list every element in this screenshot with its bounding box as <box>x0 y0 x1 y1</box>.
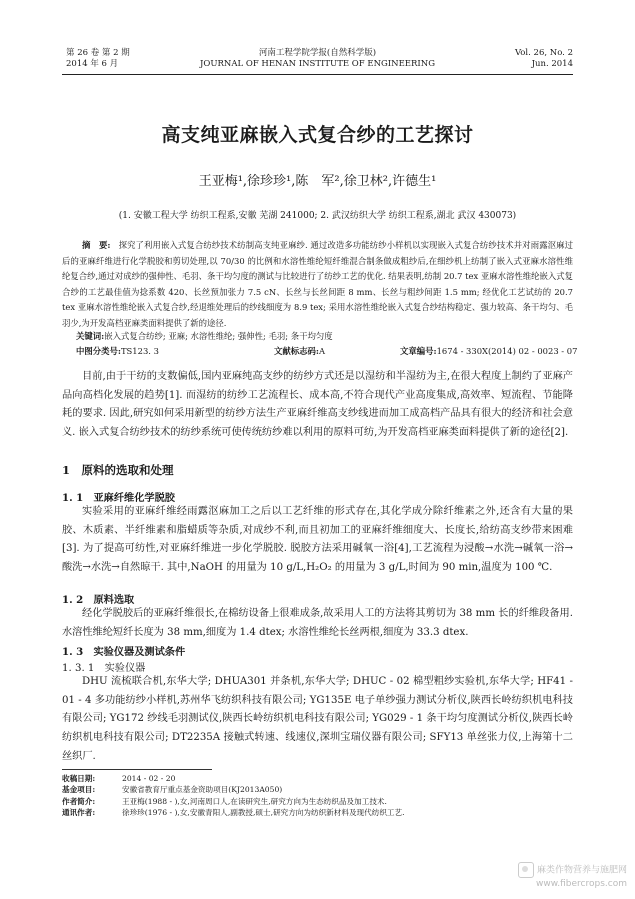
footnote-divider <box>62 769 212 770</box>
footnote-received <box>62 773 573 784</box>
article-label: 文章编号: <box>400 346 437 356</box>
received-value: 2014 - 02 - 20 <box>122 774 176 783</box>
abstract <box>62 238 573 332</box>
section-1-2-heading: 1. 2 原料选取 <box>62 594 135 606</box>
received-label: 收稿日期: <box>62 774 96 783</box>
author-value: 王亚梅(1988 - ),女,河南周口人,在读研究生,研究方向为生态纺织品及加工技术. <box>122 796 387 806</box>
author-label: 作者简介: <box>62 796 96 806</box>
fund-value: 安徽省教育厅重点基金资助项目(KJ2013A050) <box>122 785 283 795</box>
header-issue-en <box>515 48 573 70</box>
doc-value: A <box>318 346 326 356</box>
clc-number <box>62 345 159 357</box>
section-1-3-1-heading: 1. 3. 1 实验仪器 <box>62 663 146 674</box>
clc-value: TS123. 3 <box>120 346 159 356</box>
fund-label: 基金项目: <box>62 785 96 795</box>
abstract-label: 摘 要: <box>82 240 111 250</box>
footnotes <box>62 773 573 818</box>
doc-label: 文献标志码: <box>274 346 319 356</box>
header-journal-cn: 河南工程学院学报(自然科学版) <box>258 48 377 58</box>
header-date-en: Jun. 2014 <box>531 59 573 69</box>
header-date: 2014 年 6 月 <box>66 59 119 69</box>
keywords-label: 关键词: <box>76 331 105 341</box>
section-1-2-text: 经化学脱胶后的亚麻纤维很长,在棉纺设备上很难成条,故采用人工的方法将其剪切为 38 mm 长的纤维段备用. 水溶性维纶短纤长度为 38 mm,细度为 1.4 dtex; 水溶性维纶长丝两根,细度为 33.3 dtex. <box>62 608 573 638</box>
abstract-text: 探究了利用嵌入式复合纺纱技术纺制高支纯亚麻纱. 通过改造多功能纺纱小样机以实现嵌入式复合纺纱技术并对雨露沤麻过后的亚麻纤维进行化学脱胶和剪切处理,以 70/30 的比例和水溶性维纶短纤维混合制条做成粗纱后,在细纱机上纺制了嵌入式亚麻水溶性维纶复合纱,通过对成纱的强伸性、毛羽、条干均匀度的测试与比较进行了纺纱工艺的优化. 结果表明,纺制 20.7 tex 亚麻水溶性维纶嵌入式复合纱的工艺最佳值为捻系数 420、长丝预加张力 7.5 cN、长丝与长丝间距 8 mm、长丝与粗纱间距 1.5 mm; 经优化工艺试纺的 20.7 tex 亚麻水溶性维纶嵌入式复合纱,经退维处理后的纱线细度为 8.9 tex; 采用水溶性维纶嵌入式复合纱结构稳定、强力较高、条干均匀、毛羽少,为开发高档亚麻类面料提供了新的途径. <box>62 240 573 328</box>
footnote-corresponding <box>62 807 573 818</box>
section-1-1-text: 实验采用的亚麻纤维经雨露沤麻加工之后以工艺纤维的形式存在,其化学成分除纤维素之外,还含有大量的果胶、木质素、半纤维素和脂蜡质等杂质,对成纱不利,而且初加工的亚麻纤维细度大、长度长,给纺高支纱带来困难[3]. 为了提高可纺性,对亚麻纤维进一步化学脱胶. 脱胶方法采用碱氧一浴[4],工艺流程为浸酸→水洗→碱氧一浴→酸洗→水洗→自然晾干. 其中,NaOH 的用量为 10 g/L,H₂O₂ 的用量为 3 g/L,时间为 90 min,温度为 100 ℃. <box>62 506 573 574</box>
watermark-url: www.fibercrops.com <box>536 879 627 889</box>
site-watermark <box>518 862 627 890</box>
affiliations: (1. 安徽工程大学 纺织工程系,安徽 芜湖 241000; 2. 武汉纺织大学 纺织工程系,湖北 武汉 430073) <box>118 211 517 221</box>
article-value: 1674 - 330X(2014) 02 - 0023 - 07 <box>436 346 578 356</box>
section-1-1-heading: 1. 1 亚麻纤维化学脱胶 <box>62 492 175 504</box>
header-volume-en: Vol. 26, No. 2 <box>514 48 573 58</box>
keywords <box>62 330 573 342</box>
footnote-author <box>62 796 573 807</box>
header-volume: 第 26 卷 第 2 期 <box>66 48 130 58</box>
watermark-site-name: 麻类作物营养与施肥网 <box>536 865 627 876</box>
section-1-3-heading: 1. 3 实验仪器及测试条件 <box>62 646 186 658</box>
section-1-heading: 1 原料的选取和处理 <box>62 463 174 477</box>
paper-title: 高支纯亚麻嵌入式复合纱的工艺探讨 <box>161 124 474 146</box>
section-1-3-1-text: DHU 流梳联合机,东华大学; DHUA301 并条机,东华大学; DHUC - 02 棉型粗纱实验机,东华大学; HF41 - 01 - 4 多功能纺纱小样机,苏州华飞纺织科技有限公司; YG135E 电子单纱强力测试分析仪,陕西长岭纺织机电科技有限公司; YG172 纱线毛羽测试仪,陕西长岭纺织机电科技有限公司; YG029 - 1 条干均匀度测试分析仪,陕西长岭纺织机电科技有限公司; DT2235A 接触式转速、线速仪,深圳宝瑞仪器有限公司; SFY13 单丝张力仪,上海第十二丝织厂. <box>62 676 573 762</box>
article-number <box>400 345 577 357</box>
doc-code <box>274 345 325 357</box>
footnote-fund <box>62 784 573 795</box>
header-journal-en: JOURNAL OF HENAN INSTITUTE OF ENGINEERING <box>199 59 435 69</box>
author-list: 王亚梅¹,徐珍珍¹,陈 军²,徐卫林²,许德生¹ <box>198 174 437 189</box>
intro-paragraph: 目前,由于干纺的支数偏低,国内亚麻纯高支纱的纺纱方式还是以湿纺和半湿纺为主,在很大程度上制约了亚麻产品向高档化发展的趋势[1]. 而湿纺的纺纱工艺流程长、成本高,不符合现代产业高度集成,高效率、短流程、节能降耗的要求. 因此,研究如何采用新型的纺纱方法生产亚麻纤维高支纱线进而加工成高档产品具有很大的经济和社会意义. 嵌入式复合纺纱技术的纺纱系统可使传统纺纱难以利用的原料可纺,为开发高档亚麻类面料提供了新的途径[2]. <box>62 371 573 439</box>
corr-label: 通讯作者: <box>62 807 96 817</box>
keywords-text: 嵌入式复合纺纱; 亚麻; 水溶性维纶; 强伸性; 毛羽; 条干均匀度 <box>104 331 333 341</box>
watermark-title <box>518 862 627 878</box>
corr-value: 徐珍珍(1976 - ),女,安徽青阳人,副教授,硕士,研究方向为纺织新材料及现代纺织工艺. <box>122 807 405 817</box>
header-divider <box>62 74 573 75</box>
clc-label: 中图分类号: <box>76 346 121 356</box>
watermark-logo-icon <box>518 862 534 878</box>
